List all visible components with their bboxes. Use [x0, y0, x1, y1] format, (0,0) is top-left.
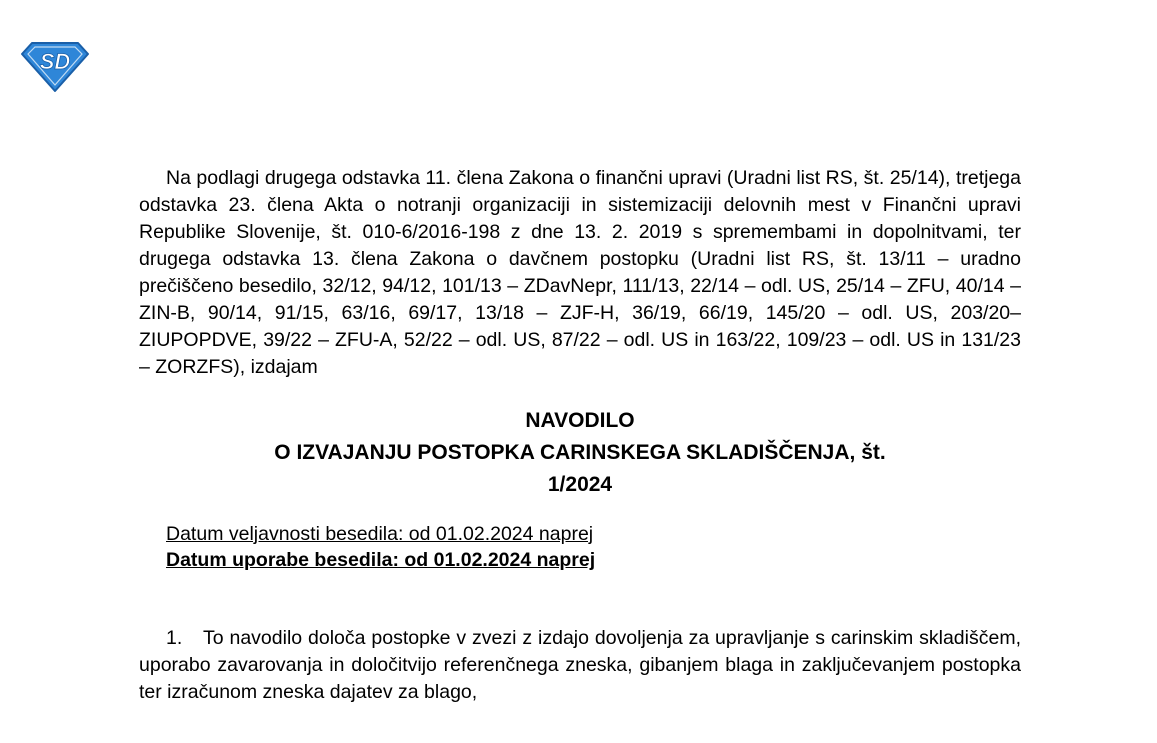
- document-body: [139, 165, 1021, 706]
- logo-emblem: [18, 40, 92, 94]
- item-text: To navodilo določa postopke v zvezi z izdajo dovoljenja za upravljanje s carinskim skladiščem, uporabo zavarovanja in določitvijo referenčnega zneska, gibanjem blaga in zaključevanjem postopka ter izračunom zneska dajatev za blago,: [139, 627, 1021, 703]
- logo: [18, 40, 92, 94]
- dates-block: [139, 521, 1021, 573]
- item-number: 1.: [166, 627, 183, 649]
- validity-date: Datum veljavnosti besedila: od 01.02.2024 naprej: [166, 523, 594, 545]
- title-line-3: 1/2024: [547, 473, 613, 496]
- logo-text: SD: [39, 49, 71, 74]
- title-line-1: NAVODILO: [525, 409, 635, 432]
- title-line-2: O IZVAJANJU POSTOPKA CARINSKEGA SKLADIŠČENJA, št.: [274, 441, 886, 464]
- document-title: [139, 405, 1021, 501]
- intro-paragraph: Na podlagi drugega odstavka 11. člena Zakona o finančni upravi (Uradni list RS, št. 25/14), tretjega odstavka 23. člena Akta o notranji organizaciji in sistemizaciji delovnih mest v Finančni upravi Republike Slovenije, št. 010-6/2016-198 z dne 13. 2. 2019 s spremembami in dopolnitvami, ter drugega odstavka 13. člena Zakona o davčnem postopku (Uradni list RS, št. 13/11 – uradno prečiščeno besedilo, 32/12, 94/12, 101/13 – ZDavNepr, 111/13, 22/14 – odl. US, 25/14 – ZFU, 40/14 – ZIN-B, 90/14, 91/15, 63/16, 69/17, 13/18 – ZJF-H, 36/19, 66/19, 145/20 – odl. US, 203/20– ZIUPOPDVE, 39/22 – ZFU-A, 52/22 – odl. US, 87/22 – odl. US in 163/22, 109/23 – odl. US in 131/23 – ZORZFS), izdajam: [139, 167, 1021, 378]
- usage-date: Datum uporabe besedila: od 01.02.2024 naprej: [166, 549, 596, 571]
- numbered-item-1: [139, 625, 1021, 706]
